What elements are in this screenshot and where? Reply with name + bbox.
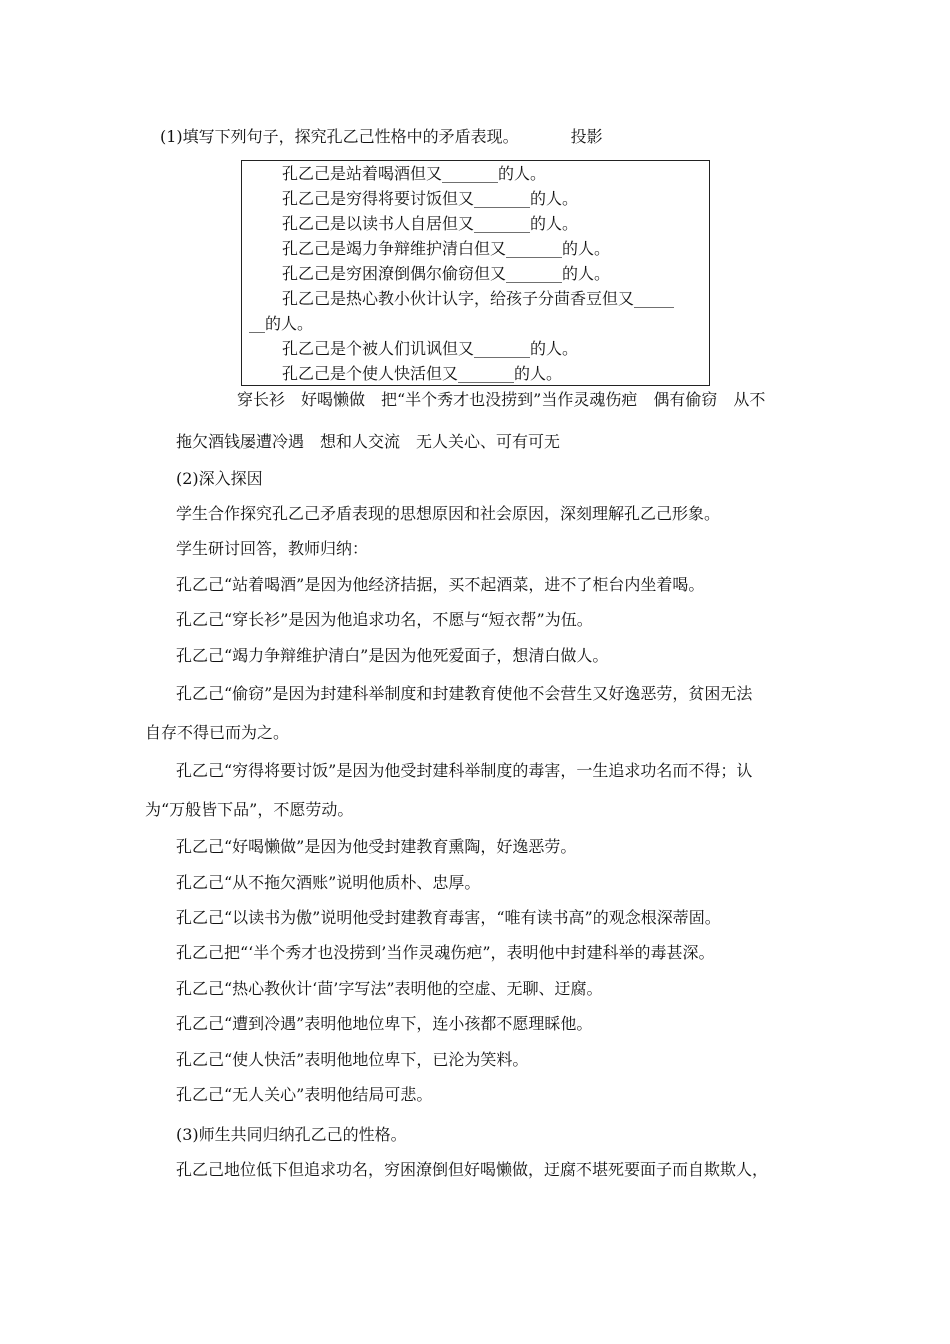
task1-heading-text: (1)填写下列句子，探究孔乙己性格中的矛盾表现。 — [160, 127, 519, 146]
fill-line-8: 孔乙己是个使人快活但又_______的人。 — [282, 364, 563, 383]
projection-tag: 投影 — [570, 127, 603, 146]
point-11: 孔乙己“遭到冷遇”表明他地位卑下，连小孩都不愿理睬他。 — [176, 1014, 593, 1033]
point-13: 孔乙己“无人关心”表明他结局可悲。 — [176, 1085, 433, 1104]
task1-heading — [160, 126, 603, 148]
point-1: 孔乙己“站着喝酒”是因为他经济拮据，买不起酒菜，进不了柜台内坐着喝。 — [176, 575, 705, 594]
point-7: 孔乙己“从不拖欠酒账”说明他质朴、忠厚。 — [176, 873, 481, 892]
point-2: 孔乙己“穿长衫”是因为他追求功名，不愿与“短衣帮”为伍。 — [176, 610, 593, 629]
point-10: 孔乙己“热心教伙计‘茴’字写法”表明他的空虚、无聊、迂腐。 — [176, 979, 603, 998]
point-9: 孔乙己把“‘半个秀才也没捞到’当作灵魂伤疤”，表明他中封建科举的毒甚深。 — [176, 943, 715, 962]
point-4: 孔乙己“偷窃”是因为封建科举制度和封建教育使他不会营生又好逸恶劳，贫困无法 — [176, 684, 753, 703]
task3-text: 孔乙己地位低下但追求功名，穷困潦倒但好喝懒做，迂腐不堪死要面子而自欺欺人， — [176, 1160, 769, 1179]
point-5-cont: 为“万般皆下品”，不愿劳动。 — [145, 800, 354, 819]
fill-in-box — [241, 160, 710, 386]
fill-line-7: 孔乙己是个被人们讥讽但又_______的人。 — [282, 339, 579, 358]
fill-line-6-cont: __的人。 — [249, 314, 314, 333]
point-3: 孔乙己“竭力争辩维护清白”是因为他死爱面子，想清白做人。 — [176, 646, 609, 665]
fill-line-1: 孔乙己是站着喝酒但又_______的人。 — [282, 164, 547, 183]
fill-line-3: 孔乙己是以读书人自居但又_______的人。 — [282, 214, 579, 233]
point-5: 孔乙己“穷得将要讨饭”是因为他受封建科举制度的毒害，一生追求功名而不得；认 — [176, 761, 753, 780]
fill-line-5: 孔乙己是穷困潦倒偶尔偷窃但又_______的人。 — [282, 264, 611, 283]
point-6: 孔乙己“好喝懒做”是因为他受封建教育熏陶，好逸恶劳。 — [176, 837, 577, 856]
task2-heading: (2)深入探因 — [176, 469, 263, 488]
point-12: 孔乙己“使人快活”表明他地位卑下，已沦为笑料。 — [176, 1050, 529, 1069]
point-4-cont: 自存不得已而为之。 — [145, 723, 290, 742]
task2-intro: 学生合作探究孔乙己矛盾表现的思想原因和社会原因，深刻理解孔乙己形象。 — [176, 504, 721, 523]
answer-line-1: 穿长衫 好喝懒做 把“半个秀才也没捞到”当作灵魂伤疤 偶有偷窃 从不 — [237, 390, 766, 409]
point-8: 孔乙己“以读书为傲”说明他受封建教育毒害，“唯有读书高”的观念根深蒂固。 — [176, 908, 721, 927]
fill-line-2: 孔乙己是穷得将要讨饭但又_______的人。 — [282, 189, 579, 208]
task2-summary-label: 学生研讨回答，教师归纳： — [176, 539, 369, 558]
fill-line-6: 孔乙己是热心教小伙计认字，给孩子分茴香豆但又_____ — [282, 289, 675, 308]
answer-line-2: 拖欠酒钱屡遭冷遇 想和人交流 无人关心、可有可无 — [176, 432, 561, 451]
task3-heading: (3)师生共同归纳孔乙己的性格。 — [176, 1125, 407, 1144]
fill-line-4: 孔乙己是竭力争辩维护清白但又_______的人。 — [282, 239, 611, 258]
